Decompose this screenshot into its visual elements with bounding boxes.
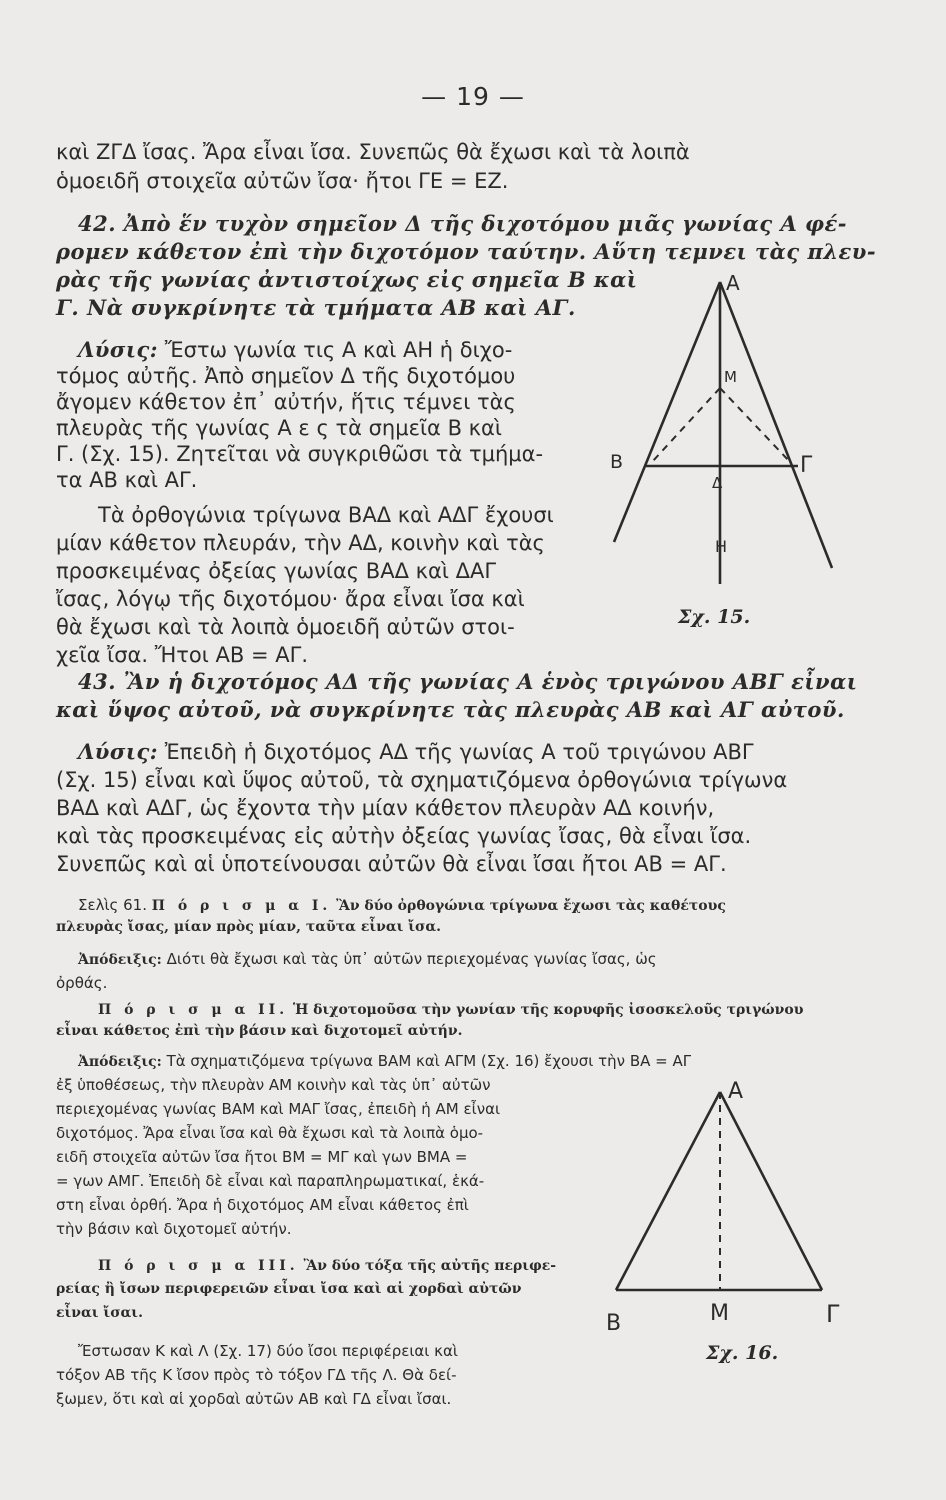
figure-15-caption: Σχ. 15.	[678, 606, 751, 628]
solution-line: ἄγομεν κάθετον ἐπ᾽ αὐτήν, ἥτις τέμνει τὰς	[56, 390, 516, 414]
porisma-2-text: Ἡ διχοτομοῦσα τὴν γωνίαν τῆς κορυφῆς ἰσοσκελοῦς τριγώνου	[288, 1002, 804, 1018]
solution-text: Ἐπειδὴ ἡ διχοτόμος ΑΔ τῆς γωνίας Α τοῦ τριγώνου ΑΒΓ	[158, 740, 754, 764]
label-G: Γ	[800, 453, 813, 478]
solution-heading: Λύσις:	[78, 739, 159, 764]
solution-line: πλευρὰς τῆς γωνίας Α ε ς τὰ σημεῖα Β καὶ	[56, 416, 502, 440]
side-AG	[720, 1092, 822, 1290]
dashed-MG	[720, 388, 790, 462]
label-M: M	[724, 368, 737, 386]
solution-line: (Σχ. 15) εἶναι καὶ ὕψος αὐτοῦ, τὰ σχηματιζόμενα ὀρθογώνια τρίγωνα	[56, 768, 788, 792]
proof-line: ξωμεν, ὅτι καὶ αἱ χορδαὶ αὐτῶν ΑΒ καὶ ΓΔ εἶναι ἴσαι.	[56, 1390, 452, 1408]
proof-line: στη εἶναι ὀρθή. Ἄρα ἡ διχοτόμος ΑΜ εἶναι κάθετος ἐπὶ	[56, 1196, 469, 1214]
proof-line: ειδῆ στοιχεῖα αὐτῶν ἴσα ἤτοι ΒΜ = ΜΓ καὶ γων ΒΜΑ =	[56, 1148, 468, 1166]
proof-line: τὴν βάσιν καὶ διχοτομεῖ αὐτήν.	[56, 1220, 292, 1238]
page-number: — 19 —	[421, 82, 525, 111]
label-A: A	[728, 1079, 744, 1104]
porisma-3-text: Ἂν δύο τόξα τῆς αὐτῆς περιφε-	[298, 1258, 557, 1274]
figure-16-caption: Σχ. 16.	[706, 1342, 779, 1364]
solution-line: Συνεπῶς καὶ αἱ ὑποτείνουσαι αὐτῶν θὰ εἶναι ἴσαι ἤτοι ΑΒ = ΑΓ.	[56, 852, 727, 876]
proof-line: διχοτόμος. Ἄρα εἶναι ἴσα καὶ θὰ ἔχωσι καὶ τὰ λοιπὰ ὁμο-	[56, 1124, 484, 1142]
exercise-42-statement: ρομεν κάθετον ἐπὶ τὴν διχοτόμον ταύτην. Αὕτη τεμνει τὰς πλευ-	[56, 239, 877, 264]
solution-line: καὶ τὰς προσκειμένας εἰς αὐτὴν ὀξείας γωνίας ἴσας, θὰ εἶναι ἴσα.	[56, 824, 752, 848]
porisma-2-line: εἶναι κάθετος ἐπὶ τὴν βάσιν καὶ διχοτομεῖ αὐτήν.	[56, 1023, 463, 1039]
porisma-3-line: εἶναι ἴσαι.	[56, 1305, 143, 1321]
porisma-1-text: Ἂν δύο ὀρθογώνια τρίγωνα ἔχωσι τὰς καθέτους	[331, 898, 726, 914]
solution-text: Ἔστω γωνία τις Α καὶ ΑΗ ἡ διχο-	[158, 338, 513, 362]
label-B: B	[610, 451, 624, 473]
proof-line: = γων ΑΜΓ. Ἐπειδὴ δὲ εἶναι καὶ παραπληρωματικαί, ἑκά-	[56, 1172, 485, 1190]
proof-line	[78, 950, 657, 969]
proof-line: τόξον ΑΒ τῆς Κ ἴσον πρὸς τὸ τόξον ΓΔ τῆς Λ. Θὰ δεί-	[56, 1366, 457, 1384]
solution-line: τόμος αὐτῆς. Ἀπὸ σημεῖον Δ τῆς διχοτόμου	[56, 364, 516, 388]
solution-line	[78, 740, 754, 764]
solution-line: μίαν κάθετον πλευράν, τὴν ΑΔ, κοινὴν καὶ τὰς	[56, 531, 545, 555]
solution-line: ΒΑΔ καὶ ΑΔΓ, ὡς ἔχοντα τὴν μίαν κάθετον πλευρὰν ΑΔ κοινήν,	[56, 796, 715, 820]
solution-heading: Λύσις:	[78, 337, 159, 362]
figure-15	[600, 270, 860, 630]
solution-line: χεῖα ἴσα. Ἤτοι ΑΒ = ΑΓ.	[56, 643, 309, 667]
porisma-3-line: ρείας ἢ ἴσων περιφερειῶν εἶναι ἴσα καὶ αἱ χορδαὶ αὐτῶν	[56, 1281, 522, 1297]
porisma-1-line	[78, 896, 726, 915]
porisma-1-heading: Π ό ρ ι σ μ α Ι.	[151, 898, 332, 914]
porisma-1-line: πλευρὰς ἴσας, μίαν πρὸς μίαν, ταῦτα εἶναι ἴσα.	[56, 919, 441, 935]
proof-heading: Ἀπόδειξις:	[78, 1054, 162, 1070]
exercise-43-statement: 43. Ἂν ἡ διχοτόμος ΑΔ τῆς γωνίας Α ἑνὸς τριγώνου ΑΒΓ εἶναι	[78, 669, 858, 694]
proof-line: ἐξ ὑποθέσεως, τὴν πλευρὰν ΑΜ κοινὴν καὶ τὰς ὑπ᾽ αὐτῶν	[56, 1076, 491, 1094]
text-line: ὁμοειδῆ στοιχεῖα αὐτῶν ἴσα· ἤτοι ΓΕ = ΕΖ.	[56, 169, 509, 193]
label-A: A	[726, 271, 740, 295]
exercise-42-statement: ρὰς τῆς γωνίας ἀντιστοίχως εἰς σημεῖα Β καὶ	[56, 267, 638, 292]
label-M: M	[710, 1301, 729, 1326]
proof-line: περιεχομένας γωνίας ΒΑΜ καὶ ΜΑΓ ἴσας, ἐπειδὴ ἡ ΑΜ εἶναι	[56, 1100, 501, 1118]
line-AG	[720, 282, 832, 568]
proof-heading: Ἀπόδειξις:	[78, 952, 162, 968]
solution-line: τα ΑΒ καὶ ΑΓ.	[56, 468, 198, 492]
label-D: Δ	[712, 474, 723, 492]
proof-line: ὀρθάς.	[56, 974, 108, 992]
exercise-42-statement: Γ. Νὰ συγκρίνητε τὰ τμήματα ΑΒ καὶ ΑΓ.	[56, 295, 576, 320]
page-reference: Σελὶς 61.	[78, 896, 152, 914]
exercise-42-statement: 42. Ἀπὸ ἕν τυχὸν σημεῖον Δ τῆς διχοτόμου μιᾶς γωνίας Α φέ-	[78, 211, 848, 236]
side-AB	[616, 1092, 720, 1290]
text-line: καὶ ΖΓΔ ἴσας. Ἄρα εἶναι ἴσα. Συνεπῶς θὰ ἔχωσι καὶ τὰ λοιπὰ	[56, 140, 690, 164]
solution-line: ἴσας, λόγῳ τῆς διχοτόμου· ἄρα εἶναι ἴσα καὶ	[56, 587, 525, 611]
solution-line: Τὰ ὀρθογώνια τρίγωνα ΒΑΔ καὶ ΑΔΓ ἔχουσι	[98, 503, 554, 527]
porisma-2-line	[98, 1000, 803, 1019]
solution-line: θὰ ἔχωσι καὶ τὰ λοιπὰ ὁμοειδῆ αὐτῶν στοι-	[56, 615, 515, 639]
label-G: Γ	[826, 1300, 840, 1328]
solution-line: Γ. (Σχ. 15). Ζητεῖται νὰ συγκριθῶσι τὰ τμήμα-	[56, 442, 544, 466]
figure-16	[600, 1052, 860, 1332]
exercise-43-statement: καὶ ὕψος αὐτοῦ, νὰ συγκρίνητε τὰς πλευρὰς ΑΒ καὶ ΑΓ αὐτοῦ.	[56, 697, 845, 722]
label-H: H	[715, 537, 728, 556]
line-AB	[614, 282, 720, 542]
proof-line: Ἔστωσαν Κ καὶ Λ (Σχ. 17) δύο ἴσοι περιφέρειαι καὶ	[78, 1342, 458, 1360]
proof-text: Τὰ σχηματιζόμενα τρίγωνα ΒΑΜ καὶ ΑΓΜ (Σχ. 16) ἔχουσι τὴν ΒΑ = ΑΓ	[161, 1052, 692, 1070]
porisma-3-line	[98, 1256, 556, 1275]
solution-line: προσκειμένας ὀξείας γωνίας ΒΑΔ καὶ ΔΑΓ	[56, 559, 497, 583]
label-B: B	[606, 1311, 622, 1332]
porisma-2-heading: Π ό ρ ι σ μ α ΙΙ.	[98, 1002, 289, 1018]
solution-line	[78, 338, 512, 362]
proof-text: Διότι θὰ ἔχωσι καὶ τὰς ὑπ᾽ αὐτῶν περιεχομένας γωνίας ἴσας, ὡς	[161, 950, 657, 968]
porisma-3-heading: Π ό ρ ι σ μ α ΙΙΙ.	[98, 1258, 299, 1274]
